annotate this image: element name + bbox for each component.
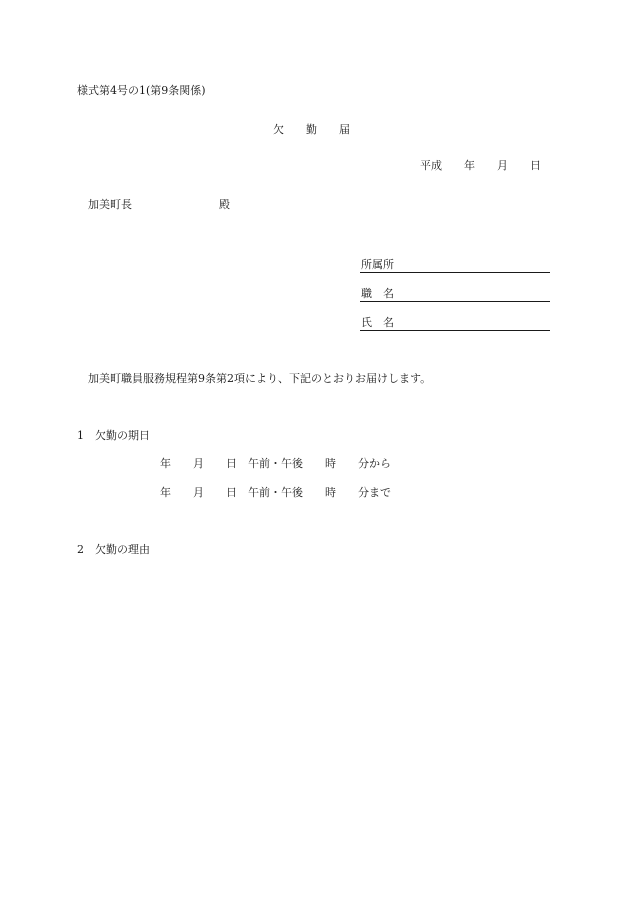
absence-to-line: 年 月 日 午前・午後 時 分まで bbox=[160, 486, 391, 499]
affiliation-label: 所属所 bbox=[361, 258, 394, 271]
section1-heading: 1 欠勤の期日 bbox=[77, 429, 150, 442]
statement-text: 加美町職員服務規程第9条第2項により、下記のとおりお届けします。 bbox=[88, 372, 432, 385]
form-number: 様式第4号の1(第9条関係) bbox=[77, 84, 206, 97]
name-field[interactable] bbox=[360, 316, 550, 331]
section2-heading: 2 欠勤の理由 bbox=[77, 543, 150, 556]
addressee-name: 加美町長 bbox=[88, 198, 132, 211]
addressee-honorific: 殿 bbox=[219, 198, 230, 211]
document-title: 欠 勤 届 bbox=[273, 123, 350, 136]
position-label: 職 名 bbox=[361, 287, 394, 300]
name-label: 氏 名 bbox=[361, 316, 394, 329]
absence-from-line: 年 月 日 午前・午後 時 分から bbox=[160, 457, 391, 470]
date-line: 平成 年 月 日 bbox=[420, 159, 541, 172]
position-field[interactable] bbox=[360, 287, 550, 302]
affiliation-field[interactable] bbox=[360, 258, 550, 273]
